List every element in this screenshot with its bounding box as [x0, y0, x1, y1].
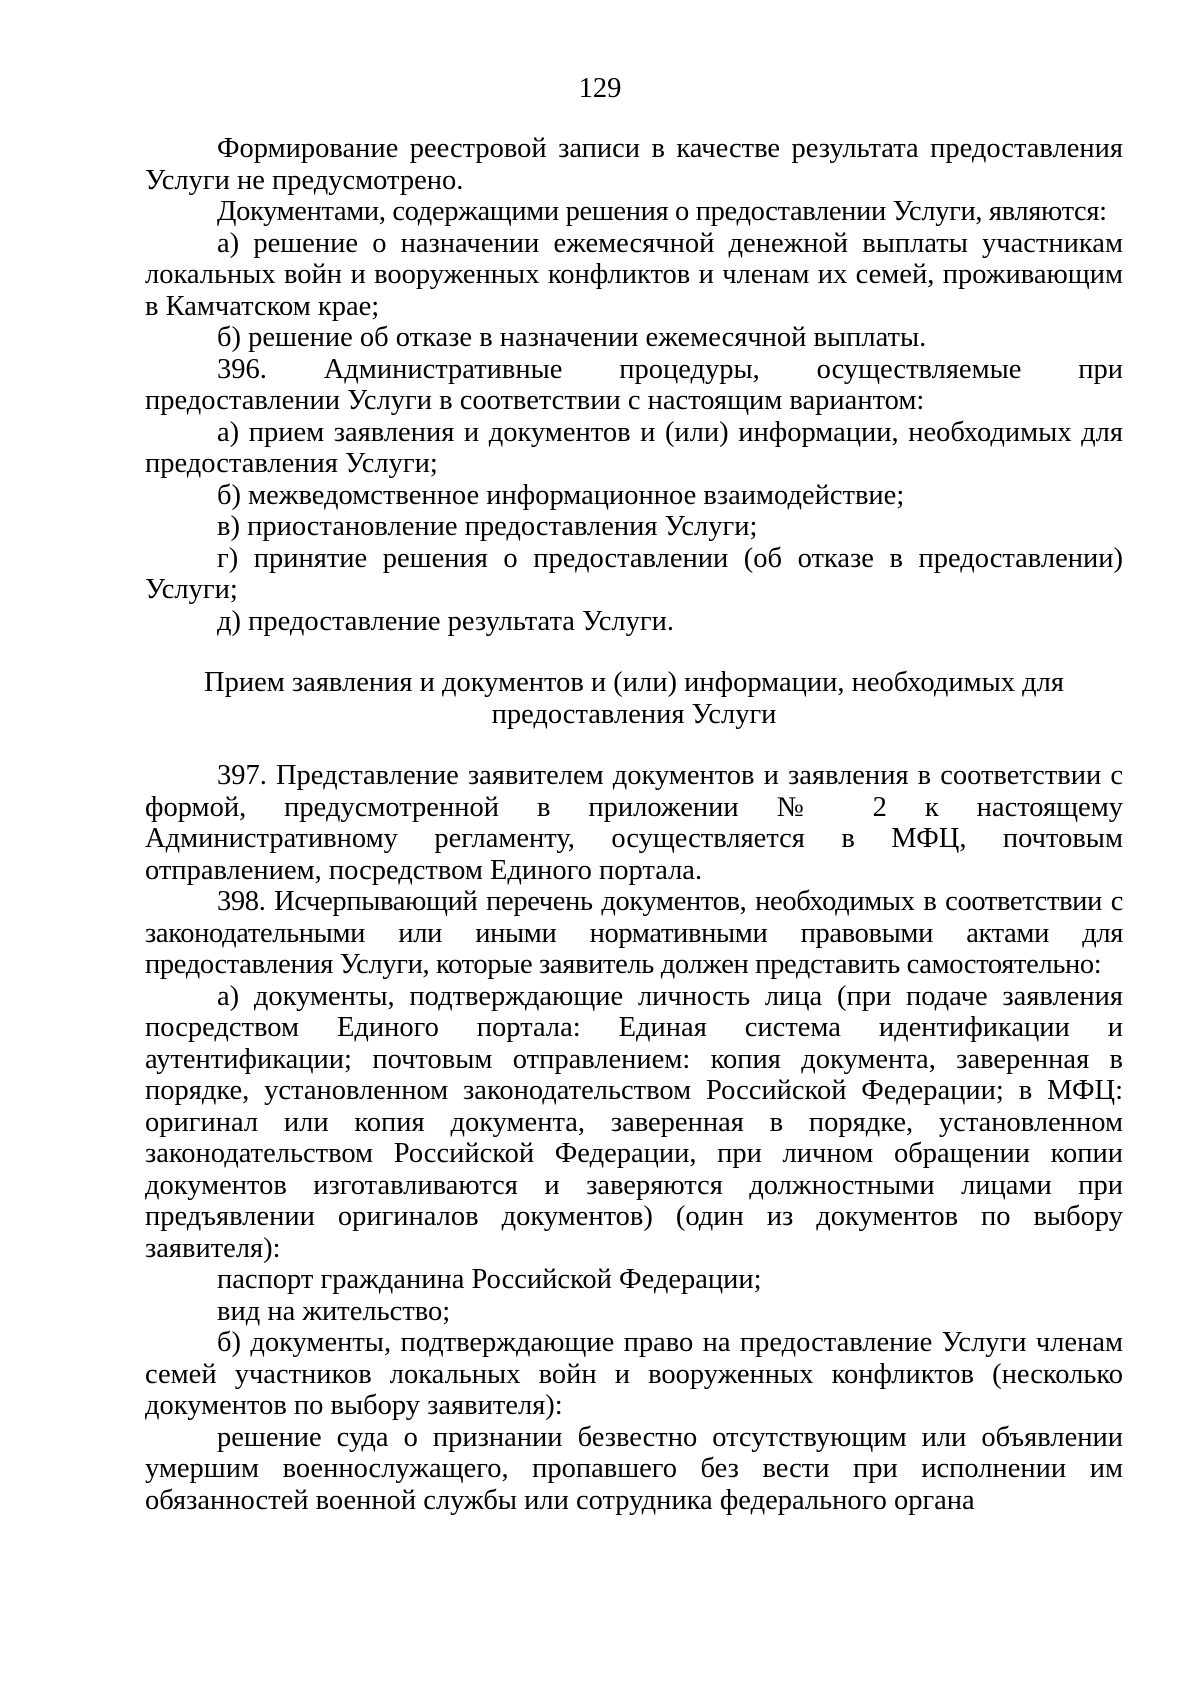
- paragraph-398: 398. Исчерпывающий перечень документов, необходимых в соответствии с законодательными или иными нормативными правовыми актами для предоставления Услуги, которые заявитель должен представить самостоятельно:: [145, 886, 1123, 980]
- paragraph-item-b-refusal: б) решение об отказе в назначении ежемесячной выплаты.: [217, 322, 927, 353]
- paragraph-decision-documents: Документами, содержащими решения о предоставлении Услуги, являются:: [217, 196, 1107, 227]
- paragraph-396-item-d: д) предоставление результата Услуги.: [217, 605, 674, 637]
- paragraph-396-item-v: в) приостановление предоставления Услуги;: [217, 511, 758, 542]
- paragraph-398-item-a: а) документы, подтверждающие личность лица (при подаче заявления посредством Единого портала: Единая система идентификации и аутентификации; почтовым отправлением: копия документа, заверенная в порядке, установленном законодательством Российской Федерации; в МФЦ: оригинал или копия документа, заверенная в порядке, установленном законодательством Российской Федерации, при личном обращении копии документов изготавливаются и заверяются должностными лицами при предъявлении оригиналов документов) (один из документов по выбору заявителя):: [145, 980, 1123, 1264]
- paragraph-396-item-b: б) межведомственное информационное взаимодействие;: [217, 479, 905, 511]
- list-item-residence-permit: вид на жительство;: [217, 1295, 451, 1327]
- document-body: [145, 133, 1123, 1516]
- paragraph-396-item-a: а) прием заявления и документов и (или) информации, необходимых для предоставления Услуги;: [145, 416, 1123, 479]
- page-number: 129: [578, 73, 622, 104]
- section-heading: Прием заявления и документов и (или) информации, необходимых для предоставления Услуги: [204, 667, 1064, 730]
- paragraph-398-item-b: б) документы, подтверждающие право на предоставление Услуги членам семей участников локальных войн и вооруженных конфликтов (несколько документов по выбору заявителя):: [145, 1327, 1123, 1421]
- paragraph-item-a-decision: а) решение о назначении ежемесячной денежной выплаты участникам локальных войн и вооруженных конфликтов и членам их семей, проживающим в Камчатском крае;: [145, 227, 1123, 322]
- paragraph-court-decision: решение суда о признании безвестно отсутствующим или объявлении умершим военнослужащего, пропавшего без вести при исполнении им обязанностей военной службы или сотрудника федерального органа: [145, 1421, 1123, 1516]
- paragraph-397: 397. Представление заявителем документов и заявления в соответствии с формой, предусмотренной в приложении № 2 к настоящему Административному регламенту, осуществляется в МФЦ, почтовым отправлением, посредством Единого портала.: [145, 760, 1123, 886]
- paragraph-396-item-g: г) принятие решения о предоставлении (об отказе в предоставлении) Услуги;: [145, 542, 1123, 605]
- list-item-passport: паспорт гражданина Российской Федерации;: [217, 1264, 762, 1295]
- paragraph-registry-record: Формирование реестровой записи в качестве результата предоставления Услуги не предусмотрено.: [145, 133, 1123, 196]
- paragraph-396: 396. Административные процедуры, осуществляемые при предоставлении Услуги в соответствии с настоящим вариантом:: [145, 353, 1123, 416]
